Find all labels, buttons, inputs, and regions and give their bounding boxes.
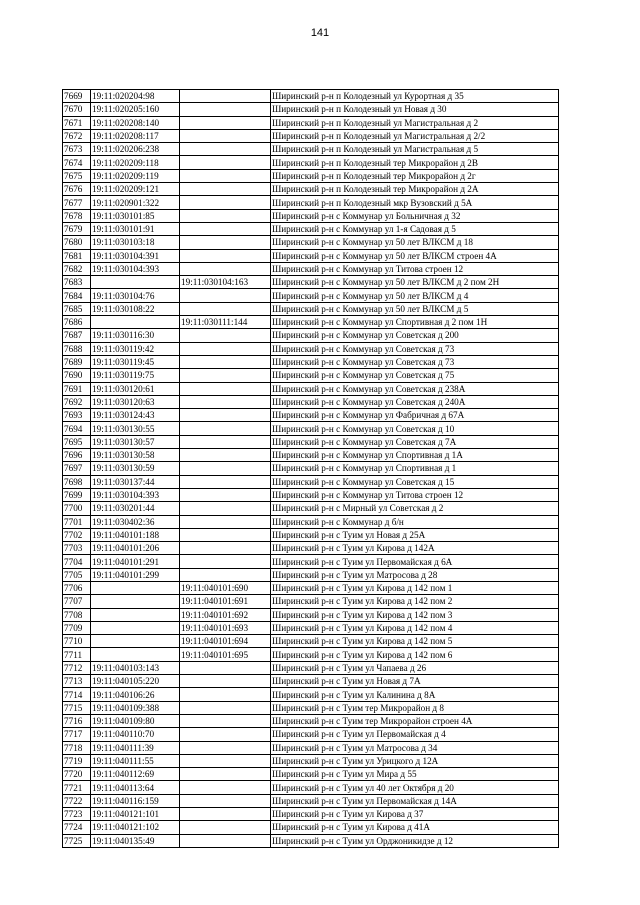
address-cell: Ширинский р-н с Коммунар ул 50 лет ВЛКСМ строен 4А [271, 249, 559, 262]
address-cell: Ширинский р-н п Колодезный тер Микрорайон д 2г [271, 169, 559, 182]
cadastral-number-cell: 19:11:040109:388 [91, 701, 180, 714]
premises-cadastral-number-cell [180, 342, 271, 355]
row-number-cell: 7695 [63, 435, 91, 448]
premises-cadastral-number-cell: 19:11:040101:692 [180, 608, 271, 621]
table-row [63, 515, 559, 528]
premises-cadastral-number-cell [180, 409, 271, 422]
premises-cadastral-number-cell [180, 568, 271, 581]
table-row [63, 781, 559, 794]
premises-cadastral-number-cell [180, 714, 271, 727]
row-number-cell: 7697 [63, 462, 91, 475]
address-cell: Ширинский р-н с Коммунар ул Больничная д 32 [271, 209, 559, 222]
premises-cadastral-number-cell [180, 675, 271, 688]
table-row [63, 129, 559, 142]
row-number-cell: 7713 [63, 675, 91, 688]
row-number-cell: 7681 [63, 249, 91, 262]
cadastral-number-cell: 19:11:040121:101 [91, 808, 180, 821]
address-cell: Ширинский р-н с Коммунар ул Советская д 10 [271, 422, 559, 435]
address-cell: Ширинский р-н с Туим ул Матросова д 34 [271, 741, 559, 754]
cadastral-number-cell: 19:11:030104:76 [91, 289, 180, 302]
row-number-cell: 7708 [63, 608, 91, 621]
table-row [63, 794, 559, 807]
row-number-cell: 7701 [63, 515, 91, 528]
cadastral-number-cell: 19:11:040101:188 [91, 528, 180, 541]
cadastral-number-cell: 19:11:030104:393 [91, 262, 180, 275]
row-number-cell: 7691 [63, 382, 91, 395]
address-cell: Ширинский р-н с Коммунар ул Спортивная д 1А [271, 449, 559, 462]
table-row [63, 156, 559, 169]
row-number-cell: 7672 [63, 129, 91, 142]
row-number-cell: 7721 [63, 781, 91, 794]
table-row [63, 462, 559, 475]
premises-cadastral-number-cell [180, 156, 271, 169]
table-row [63, 262, 559, 275]
registry-table [62, 89, 559, 848]
row-number-cell: 7693 [63, 409, 91, 422]
address-cell: Ширинский р-н с Коммунар ул Советская д 7А [271, 435, 559, 448]
table-row [63, 502, 559, 515]
row-number-cell: 7703 [63, 542, 91, 555]
cadastral-number-cell: 19:11:030119:42 [91, 342, 180, 355]
cadastral-number-cell: 19:11:020901:322 [91, 196, 180, 209]
cadastral-number-cell: 19:11:030108:22 [91, 302, 180, 315]
premises-cadastral-number-cell: 19:11:040101:693 [180, 621, 271, 634]
premises-cadastral-number-cell [180, 249, 271, 262]
address-cell: Ширинский р-н с Туим ул Первомайская д 6А [271, 555, 559, 568]
row-number-cell: 7698 [63, 475, 91, 488]
cadastral-number-cell [91, 276, 180, 289]
row-number-cell: 7674 [63, 156, 91, 169]
premises-cadastral-number-cell [180, 701, 271, 714]
table-row [63, 528, 559, 541]
address-cell: Ширинский р-н с Коммунар ул Титова строен 12 [271, 488, 559, 501]
cadastral-number-cell: 19:11:030130:59 [91, 462, 180, 475]
table-row [63, 754, 559, 767]
table-row [63, 276, 559, 289]
table-row [63, 169, 559, 182]
premises-cadastral-number-cell [180, 103, 271, 116]
table-row [63, 675, 559, 688]
address-cell: Ширинский р-н п Колодезный тер Микрорайон д 2А [271, 183, 559, 196]
premises-cadastral-number-cell [180, 688, 271, 701]
address-cell: Ширинский р-н с Туим ул Кирова д 142 пом 3 [271, 608, 559, 621]
row-number-cell: 7685 [63, 302, 91, 315]
row-number-cell: 7673 [63, 143, 91, 156]
premises-cadastral-number-cell [180, 502, 271, 515]
row-number-cell: 7715 [63, 701, 91, 714]
cadastral-number-cell: 19:11:020208:117 [91, 129, 180, 142]
cadastral-number-cell: 19:11:040112:69 [91, 768, 180, 781]
row-number-cell: 7686 [63, 316, 91, 329]
cadastral-number-cell: 19:11:040103:143 [91, 661, 180, 674]
premises-cadastral-number-cell [180, 329, 271, 342]
cadastral-number-cell: 19:11:020209:121 [91, 183, 180, 196]
address-cell: Ширинский р-н п Колодезный ул Курортная д 35 [271, 90, 559, 103]
cadastral-number-cell: 19:11:040101:291 [91, 555, 180, 568]
row-number-cell: 7700 [63, 502, 91, 515]
premises-cadastral-number-cell: 19:11:030111:144 [180, 316, 271, 329]
cadastral-number-cell: 19:11:030119:75 [91, 369, 180, 382]
table-row [63, 316, 559, 329]
table-row [63, 103, 559, 116]
table-row [63, 329, 559, 342]
table-row [63, 568, 559, 581]
row-number-cell: 7694 [63, 422, 91, 435]
table-row [63, 183, 559, 196]
row-number-cell: 7684 [63, 289, 91, 302]
table-row [63, 209, 559, 222]
cadastral-number-cell: 19:11:030101:85 [91, 209, 180, 222]
premises-cadastral-number-cell [180, 222, 271, 235]
row-number-cell: 7682 [63, 262, 91, 275]
table-row [63, 834, 559, 847]
address-cell: Ширинский р-н с Туим ул Кирова д 41А [271, 821, 559, 834]
row-number-cell: 7723 [63, 808, 91, 821]
address-cell: Ширинский р-н с Туим тер Микрорайон д 8 [271, 701, 559, 714]
cadastral-number-cell: 19:11:040110:70 [91, 728, 180, 741]
address-cell: Ширинский р-н с Туим ул Новая д 25А [271, 528, 559, 541]
premises-cadastral-number-cell [180, 395, 271, 408]
premises-cadastral-number-cell [180, 821, 271, 834]
cadastral-number-cell: 19:11:030402:36 [91, 515, 180, 528]
address-cell: Ширинский р-н п Колодезный ул Магистральная д 5 [271, 143, 559, 156]
cadastral-number-cell: 19:11:030104:391 [91, 249, 180, 262]
cadastral-number-cell: 19:11:030120:63 [91, 395, 180, 408]
row-number-cell: 7718 [63, 741, 91, 754]
row-number-cell: 7707 [63, 595, 91, 608]
premises-cadastral-number-cell [180, 542, 271, 555]
premises-cadastral-number-cell: 19:11:040101:690 [180, 581, 271, 594]
row-number-cell: 7696 [63, 449, 91, 462]
premises-cadastral-number-cell [180, 728, 271, 741]
row-number-cell: 7678 [63, 209, 91, 222]
cadastral-number-cell: 19:11:040111:55 [91, 754, 180, 767]
table-row [63, 542, 559, 555]
premises-cadastral-number-cell [180, 129, 271, 142]
table-row [63, 289, 559, 302]
address-cell: Ширинский р-н с Коммунар ул 50 лет ВЛКСМ д 5 [271, 302, 559, 315]
address-cell: Ширинский р-н с Туим ул Калинина д 8А [271, 688, 559, 701]
table-row [63, 196, 559, 209]
address-cell: Ширинский р-н с Туим ул Кирова д 142 пом 1 [271, 581, 559, 594]
row-number-cell: 7712 [63, 661, 91, 674]
cadastral-number-cell: 19:11:030130:55 [91, 422, 180, 435]
cadastral-number-cell: 19:11:040121:102 [91, 821, 180, 834]
cadastral-number-cell: 19:11:040106:26 [91, 688, 180, 701]
premises-cadastral-number-cell [180, 209, 271, 222]
cadastral-number-cell: 19:11:020205:160 [91, 103, 180, 116]
table-row [63, 382, 559, 395]
address-cell: Ширинский р-н с Коммунар ул 50 лет ВЛКСМ д 18 [271, 236, 559, 249]
premises-cadastral-number-cell: 19:11:040101:691 [180, 595, 271, 608]
table-row [63, 409, 559, 422]
row-number-cell: 7706 [63, 581, 91, 594]
premises-cadastral-number-cell [180, 794, 271, 807]
table-row [63, 701, 559, 714]
row-number-cell: 7716 [63, 714, 91, 727]
premises-cadastral-number-cell [180, 169, 271, 182]
table-row [63, 581, 559, 594]
address-cell: Ширинский р-н с Коммунар ул Титова строен 12 [271, 262, 559, 275]
row-number-cell: 7687 [63, 329, 91, 342]
row-number-cell: 7719 [63, 754, 91, 767]
row-number-cell: 7692 [63, 395, 91, 408]
cadastral-number-cell [91, 608, 180, 621]
cadastral-number-cell: 19:11:040135:49 [91, 834, 180, 847]
premises-cadastral-number-cell: 19:11:040101:695 [180, 648, 271, 661]
address-cell: Ширинский р-н с Коммунар ул Советская д 75 [271, 369, 559, 382]
row-number-cell: 7675 [63, 169, 91, 182]
table-row [63, 369, 559, 382]
address-cell: Ширинский р-н с Коммунар ул Спортивная д 1 [271, 462, 559, 475]
cadastral-number-cell: 19:11:020208:140 [91, 116, 180, 129]
premises-cadastral-number-cell [180, 462, 271, 475]
cadastral-number-cell: 19:11:040111:39 [91, 741, 180, 754]
premises-cadastral-number-cell [180, 90, 271, 103]
row-number-cell: 7709 [63, 621, 91, 634]
cadastral-number-cell: 19:11:030104:393 [91, 488, 180, 501]
premises-cadastral-number-cell [180, 289, 271, 302]
cadastral-number-cell: 19:11:020204:98 [91, 90, 180, 103]
row-number-cell: 7711 [63, 648, 91, 661]
address-cell: Ширинский р-н с Коммунар ул 1-я Садовая д 5 [271, 222, 559, 235]
table-row [63, 595, 559, 608]
cadastral-number-cell: 19:11:040105:220 [91, 675, 180, 688]
row-number-cell: 7670 [63, 103, 91, 116]
premises-cadastral-number-cell [180, 196, 271, 209]
premises-cadastral-number-cell [180, 449, 271, 462]
row-number-cell: 7714 [63, 688, 91, 701]
table-row [63, 688, 559, 701]
table-row [63, 90, 559, 103]
cadastral-number-cell: 19:11:030130:57 [91, 435, 180, 448]
address-cell: Ширинский р-н с Туим ул Первомайская д 14А [271, 794, 559, 807]
table-row [63, 355, 559, 368]
cadastral-number-cell: 19:11:040101:206 [91, 542, 180, 555]
row-number-cell: 7677 [63, 196, 91, 209]
cadastral-number-cell: 19:11:030124:43 [91, 409, 180, 422]
table-row [63, 608, 559, 621]
address-cell: Ширинский р-н с Туим ул 40 лет Октября д 20 [271, 781, 559, 794]
premises-cadastral-number-cell [180, 741, 271, 754]
table-row [63, 741, 559, 754]
table-row [63, 449, 559, 462]
address-cell: Ширинский р-н с Туим ул Кирова д 37 [271, 808, 559, 821]
row-number-cell: 7669 [63, 90, 91, 103]
table-row [63, 422, 559, 435]
row-number-cell: 7676 [63, 183, 91, 196]
table-row [63, 342, 559, 355]
cadastral-number-cell: 19:11:040113:64 [91, 781, 180, 794]
row-number-cell: 7710 [63, 635, 91, 648]
table-row [63, 714, 559, 727]
premises-cadastral-number-cell [180, 515, 271, 528]
premises-cadastral-number-cell [180, 555, 271, 568]
address-cell: Ширинский р-н с Туим ул Первомайская д 4 [271, 728, 559, 741]
cadastral-number-cell: 19:11:030119:45 [91, 355, 180, 368]
premises-cadastral-number-cell [180, 661, 271, 674]
premises-cadastral-number-cell: 19:11:040101:694 [180, 635, 271, 648]
address-cell: Ширинский р-н с Коммунар ул Советская д 15 [271, 475, 559, 488]
cadastral-number-cell: 19:11:030101:91 [91, 222, 180, 235]
address-cell: Ширинский р-н с Туим ул Матросова д 28 [271, 568, 559, 581]
address-cell: Ширинский р-н с Коммунар ул Фабричная д 67А [271, 409, 559, 422]
address-cell: Ширинский р-н с Коммунар ул Советская д 200 [271, 329, 559, 342]
premises-cadastral-number-cell [180, 369, 271, 382]
address-cell: Ширинский р-н с Туим ул Чапаева д 26 [271, 661, 559, 674]
address-cell: Ширинский р-н с Коммунар ул Спортивная д 2 пом 1Н [271, 316, 559, 329]
row-number-cell: 7688 [63, 342, 91, 355]
address-cell: Ширинский р-н с Мирный ул Советская д 2 [271, 502, 559, 515]
table-row [63, 395, 559, 408]
row-number-cell: 7705 [63, 568, 91, 581]
table-row [63, 821, 559, 834]
premises-cadastral-number-cell [180, 262, 271, 275]
premises-cadastral-number-cell [180, 382, 271, 395]
table-row [63, 302, 559, 315]
row-number-cell: 7689 [63, 355, 91, 368]
address-cell: Ширинский р-н п Колодезный ул Новая д 30 [271, 103, 559, 116]
premises-cadastral-number-cell [180, 768, 271, 781]
cadastral-number-cell: 19:11:020209:119 [91, 169, 180, 182]
table-row [63, 661, 559, 674]
premises-cadastral-number-cell [180, 834, 271, 847]
address-cell: Ширинский р-н с Коммунар ул Советская д 240А [271, 395, 559, 408]
cadastral-number-cell: 19:11:040109:80 [91, 714, 180, 727]
address-cell: Ширинский р-н с Туим ул Кирова д 142 пом 2 [271, 595, 559, 608]
cadastral-number-cell: 19:11:030120:61 [91, 382, 180, 395]
cadastral-number-cell [91, 648, 180, 661]
row-number-cell: 7671 [63, 116, 91, 129]
address-cell: Ширинский р-н с Коммунар ул Советская д 73 [271, 355, 559, 368]
row-number-cell: 7679 [63, 222, 91, 235]
premises-cadastral-number-cell [180, 754, 271, 767]
table-row [63, 488, 559, 501]
premises-cadastral-number-cell [180, 808, 271, 821]
address-cell: Ширинский р-н с Коммунар ул Советская д 238А [271, 382, 559, 395]
premises-cadastral-number-cell [180, 116, 271, 129]
address-cell: Ширинский р-н п Колодезный тер Микрорайон д 2В [271, 156, 559, 169]
premises-cadastral-number-cell [180, 143, 271, 156]
premises-cadastral-number-cell [180, 355, 271, 368]
premises-cadastral-number-cell [180, 528, 271, 541]
address-cell: Ширинский р-н с Туим ул Новая д 7А [271, 675, 559, 688]
row-number-cell: 7680 [63, 236, 91, 249]
address-cell: Ширинский р-н с Туим тер Микрорайон строен 4А [271, 714, 559, 727]
address-cell: Ширинский р-н с Туим ул Кирова д 142 пом 4 [271, 621, 559, 634]
address-cell: Ширинский р-н с Коммунар ул 50 лет ВЛКСМ д 4 [271, 289, 559, 302]
cadastral-number-cell: 19:11:020209:118 [91, 156, 180, 169]
cadastral-number-cell: 19:11:030116:30 [91, 329, 180, 342]
premises-cadastral-number-cell [180, 183, 271, 196]
table-row [63, 621, 559, 634]
row-number-cell: 7720 [63, 768, 91, 781]
address-cell: Ширинский р-н с Коммунар д б/н [271, 515, 559, 528]
cadastral-number-cell: 19:11:030103:18 [91, 236, 180, 249]
table-row [63, 808, 559, 821]
row-number-cell: 7722 [63, 794, 91, 807]
premises-cadastral-number-cell [180, 422, 271, 435]
premises-cadastral-number-cell [180, 236, 271, 249]
row-number-cell: 7699 [63, 488, 91, 501]
table-row [63, 555, 559, 568]
premises-cadastral-number-cell [180, 302, 271, 315]
cadastral-number-cell [91, 316, 180, 329]
premises-cadastral-number-cell [180, 435, 271, 448]
address-cell: Ширинский р-н с Туим ул Урицкого д 12А [271, 754, 559, 767]
cadastral-number-cell: 19:11:040101:299 [91, 568, 180, 581]
cadastral-number-cell [91, 635, 180, 648]
premises-cadastral-number-cell [180, 475, 271, 488]
row-number-cell: 7683 [63, 276, 91, 289]
cadastral-number-cell: 19:11:040116:159 [91, 794, 180, 807]
table-row [63, 475, 559, 488]
address-cell: Ширинский р-н п Колодезный ул Магистральная д 2 [271, 116, 559, 129]
cadastral-number-cell [91, 595, 180, 608]
cadastral-number-cell [91, 621, 180, 634]
registry-table-body [63, 90, 559, 848]
row-number-cell: 7725 [63, 834, 91, 847]
address-cell: Ширинский р-н с Туим ул Кирова д 142 пом 6 [271, 648, 559, 661]
address-cell: Ширинский р-н п Колодезный ул Магистральная д 2/2 [271, 129, 559, 142]
row-number-cell: 7724 [63, 821, 91, 834]
address-cell: Ширинский р-н с Туим ул Кирова д 142 пом 5 [271, 635, 559, 648]
address-cell: Ширинский р-н п Колодезный мкр Вузовский д 5А [271, 196, 559, 209]
row-number-cell: 7690 [63, 369, 91, 382]
cadastral-number-cell: 19:11:030137:44 [91, 475, 180, 488]
table-row [63, 648, 559, 661]
address-cell: Ширинский р-н с Туим ул Кирова д 142А [271, 542, 559, 555]
cadastral-number-cell [91, 581, 180, 594]
table-row [63, 143, 559, 156]
table-row [63, 236, 559, 249]
address-cell: Ширинский р-н с Коммунар ул Советская д 73 [271, 342, 559, 355]
address-cell: Ширинский р-н с Туим ул Орджоникидзе д 12 [271, 834, 559, 847]
premises-cadastral-number-cell [180, 488, 271, 501]
premises-cadastral-number-cell: 19:11:030104:163 [180, 276, 271, 289]
table-row [63, 249, 559, 262]
cadastral-number-cell: 19:11:030130:58 [91, 449, 180, 462]
table-row [63, 435, 559, 448]
table-row [63, 116, 559, 129]
address-cell: Ширинский р-н с Туим ул Мира д 55 [271, 768, 559, 781]
table-row [63, 635, 559, 648]
row-number-cell: 7704 [63, 555, 91, 568]
row-number-cell: 7717 [63, 728, 91, 741]
row-number-cell: 7702 [63, 528, 91, 541]
table-row [63, 728, 559, 741]
table-row [63, 222, 559, 235]
address-cell: Ширинский р-н с Коммунар ул 50 лет ВЛКСМ д 2 пом 2Н [271, 276, 559, 289]
cadastral-number-cell: 19:11:030201:44 [91, 502, 180, 515]
page-number: 141 [310, 27, 330, 39]
cadastral-number-cell: 19:11:020206:238 [91, 143, 180, 156]
table-row [63, 768, 559, 781]
premises-cadastral-number-cell [180, 781, 271, 794]
